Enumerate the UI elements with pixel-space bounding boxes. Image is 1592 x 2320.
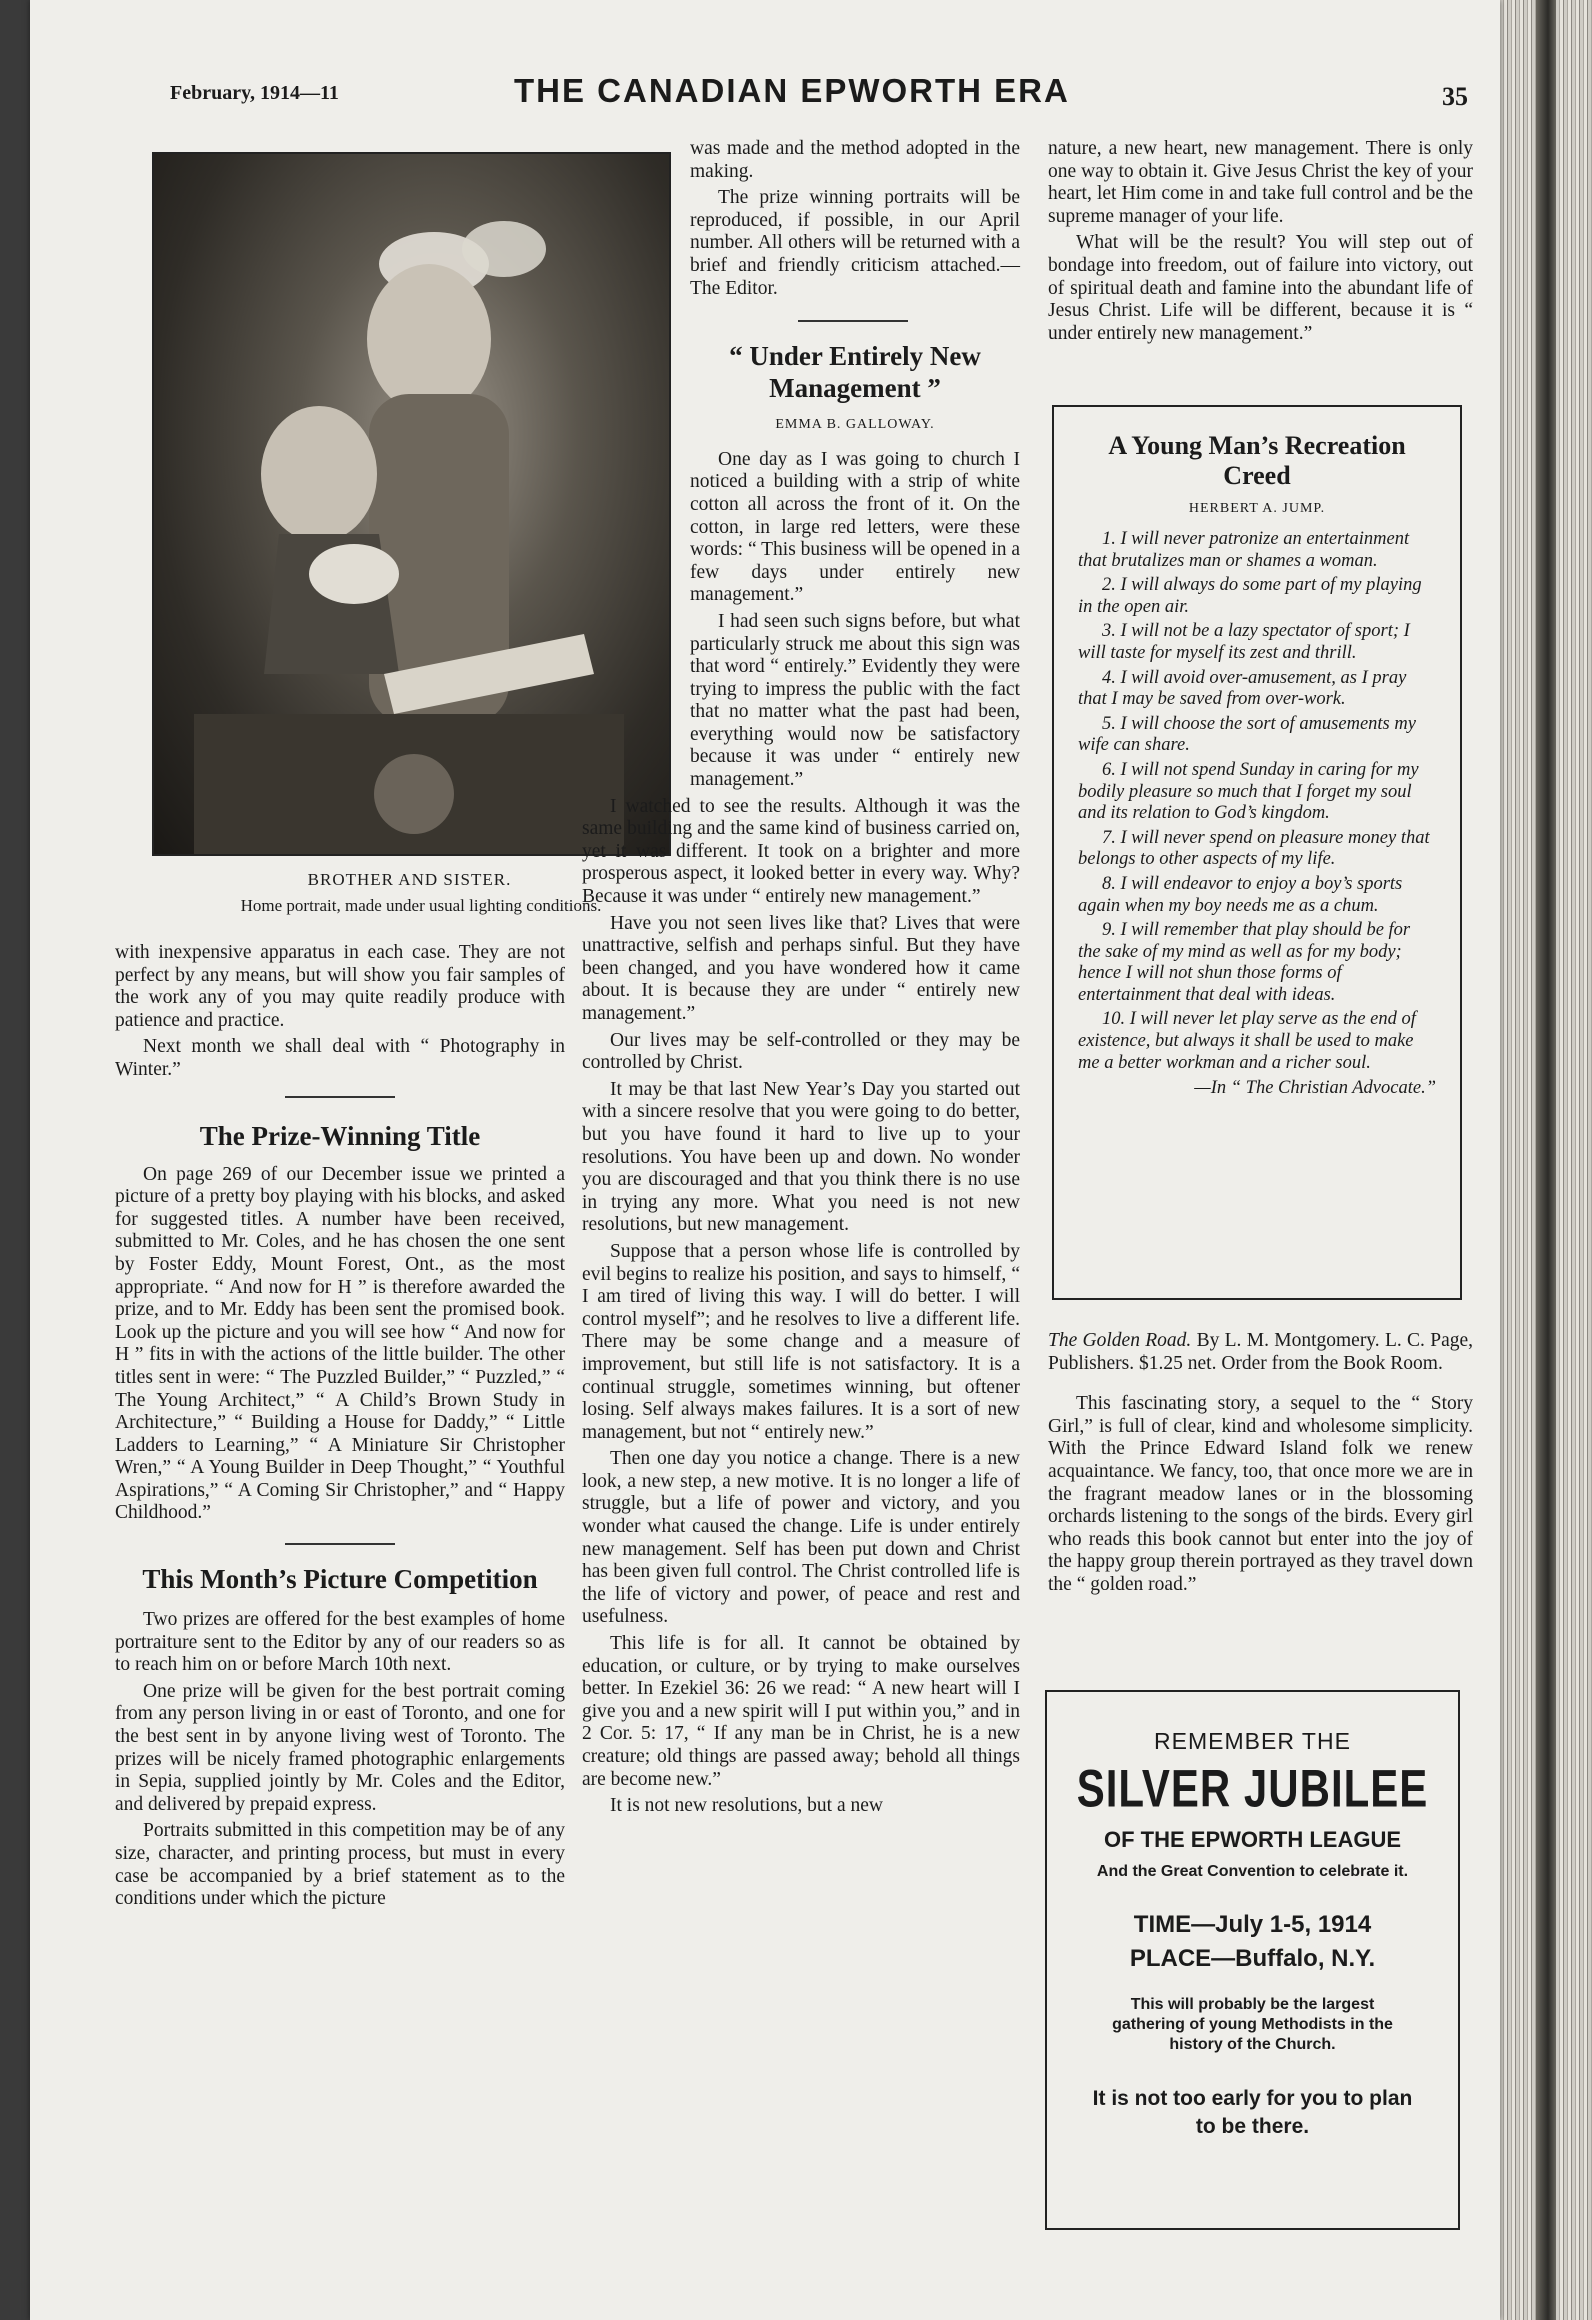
ad-headline: SILVER JUBILEE [1076, 1759, 1429, 1818]
creed-item: 2. I will always do some part of my playing in the open air. [1078, 575, 1422, 617]
book-title: The Golden Road. [1048, 1330, 1192, 1351]
magazine-page [30, 0, 1500, 2320]
ad-call-to-action: It is not too early for you to plan to be there. [1092, 2087, 1413, 2138]
ad-place: PLACE—Buffalo, N.Y. [1129, 1945, 1376, 1972]
book-spine [1536, 0, 1556, 2320]
divider [285, 1096, 395, 1098]
creed-item: 1. I will never patronize an entertainment that brutalizes man or shames a woman. [1078, 529, 1410, 571]
paragraph: Have you not seen lives like that? Lives that were unattractive, selfish and perhaps sinful. But they have been changed, and you have wondered how it came about. It is because they are under “ entirely new management.” [582, 912, 1020, 1024]
creed-item: 7. I will never spend on pleasure money that belongs to other aspects of my life. [1078, 827, 1430, 870]
photo-caption-title: BROTHER AND SISTER. [307, 870, 512, 889]
paragraph: nature, a new heart, new management. There is only one way to obtain it. Give Jesus Christ the key of your heart, let Him come in and take full control and be the supreme manager of your life. [1048, 138, 1473, 227]
section-heading: The Prize-Winning Title [199, 1120, 481, 1151]
paragraph: One prize will be given for the best portrait coming from any person living in or east of Toronto, and one for the best sent in by anyone living west of Toronto. The prizes will be nicely framed photographic enlargements in Sepia, supplied jointly by Mr. Coles and the Editor, and delivered by prepaid express. [115, 1680, 565, 1815]
paragraph: The prize winning portraits will be reproduced, if possible, in our April number. All others will be returned with a brief and friendly criticism attached.—The Editor. [690, 187, 1020, 299]
creed-item: 6. I will not spend Sunday in caring for my bodily pleasure so much that I forget my soul and its relation to God’s kingdom. [1078, 759, 1419, 824]
divider [798, 320, 908, 322]
book-info: By L. M. Montgomery. L. C. Page, Publishers. $1.25 net. Order from the Book Room. [1048, 1330, 1474, 1374]
creed-item: 3. I will not be a lazy spectator of sport; I will taste for myself its zest and thrill. [1078, 621, 1410, 663]
page-number: 35 [1442, 82, 1468, 111]
ad-note: This will probably be the largest gathering of young Methodists in the history of the Church. [1112, 1996, 1393, 2053]
creed-box [1052, 405, 1462, 1300]
paragraph: Portraits submitted in this competition may be of any size, character, and printing process, but must in every case be accompanied by a brief statement as to the conditions under which the picture [115, 1820, 565, 1910]
paragraph: It may be that last New Year’s Day you started out with a sincere resolve that you were going to do better, but you have found it hard to live up to your resolutions. You have been up and down. No wonder you are discouraged and that you think there is no use in trying any more. What you need is not new resolutions, but new management. [582, 1078, 1020, 1236]
magazine-title: THE CANADIAN EPWORTH ERA [514, 72, 1070, 109]
jubilee-advertisement [1045, 1690, 1460, 2230]
paragraph: It is not new resolutions, but a new [610, 1795, 883, 1817]
byline: EMMA B. GALLOWAY. [775, 417, 935, 433]
column-3 [1048, 138, 1473, 349]
ad-subhead: OF THE EPWORTH LEAGUE [1104, 1827, 1401, 1852]
paragraph: Then one day you notice a change. There is a new look, a new step, a new motive. It is no longer a life of struggle, but a life of power and victory, and you wonder what caused the change. Life is under entirely new management. Self has been put down and Christ has been given full control. The Christ controlled life is the life of victory and power, of peace and rest and usefulness. [582, 1448, 1020, 1628]
paragraph: Two prizes are offered for the best examples of home portraiture sent to the Editor by any of our readers so as to reach him on or before March 10th next. [115, 1609, 565, 1676]
ad-remember: REMEMBER THE [1154, 1728, 1351, 1754]
book-review: This fascinating story, a sequel to the “ Story Girl,” is full of clear, kind and wholesome simplicity. With the Prince Edward Island folk we renew acquaintance. We fancy, too, that once more we are in the fragrant meadow lanes or in the blossoming orchards listening to the songs of the birds. Every girl who reads this book cannot but enter into the joy of the happy group therein portrayed as they travel down the “ golden road.” [1048, 1393, 1473, 1595]
creed-item: 4. I will avoid over-amusement, as I pray that I may be saved from over-work. [1078, 667, 1407, 710]
creed-list [1078, 529, 1436, 1074]
paragraph: I had seen such signs before, but what particularly struck me about this sign was that word “ entirely.” Evidently they were trying to impress the public with the fact that no matter what the past had been, everything would now be satisfactory because it was under “ entirely new management.” [690, 610, 1020, 791]
creed-item: 5. I will choose the sort of amusements my wife can share. [1078, 713, 1416, 756]
paragraph: Our lives may be self-controlled or they may be controlled by Christ. [582, 1029, 1020, 1074]
paragraph: One day as I was going to church I noticed a building with a strip of white cotton all across the front of it. On the cotton, in large red letters, were these words: “ This business will be opened in a few days under entirely new management.” [690, 448, 1021, 606]
column-1 [115, 942, 565, 1915]
creed-byline: HERBERT A. JUMP. [1188, 501, 1326, 516]
paragraph: Suppose that a person whose life is controlled by evil begins to realize his position, and says to himself, “ I am tired of living this way. I will do better. I will control myself”; and he resolves to live a different life. There may be some change and a measure of improvement, but still life is not satisfactory. It is a continual struggle, sometimes winning, but oftener losing. Self always makes failures. It is a sort of new management, but not “ entirely new.” [582, 1240, 1020, 1443]
creed-title: A Young Man’s Recreation Creed [1108, 431, 1406, 490]
paragraph: This life is for all. It cannot be obtained by education, or culture, or by trying to make ourselves better. In Ezekiel 36: 26 we read: “ A new heart will I give you and a new spirit will I put within you,” and in 2 Cor. 5: 17, “ If any man be in Christ, he is a new creature; old things are passed away; behold all things are become new.” [582, 1633, 1020, 1790]
issue-date: February, 1914—11 [170, 82, 339, 104]
ad-convention: And the Great Convention to celebrate it. [1096, 1863, 1409, 1880]
divider [285, 1543, 395, 1545]
creed-item: 9. I will remember that play should be for the sake of my mind as well as for my body; hence I will not shun those forms of entertainment that deal with ideas. [1078, 920, 1411, 1005]
creed-source: —In “ The Christian Advocate.” [1194, 1078, 1436, 1099]
section-heading: This Month’s Picture Competition [142, 1564, 538, 1595]
paragraph: On page 269 of our December issue we printed a picture of a pretty boy playing with his blocks, and asked for suggested titles. A number have been received, submitted to Mr. Coles, and he has chosen the one sent by Foster Eddy, Mount Forest, Ont., as the most appropriate. “ And now for H ” is therefore awarded the prize, and to Mr. Eddy has been sent the promised book. Look up the picture and you will see how “ And now for H ” fits in with the actions of the little builder. The other titles sent in were: “ The Puzzled Builder,” “ Puzzled,” “ The Young Architect,” “ A Child’s Brown Study in Architecture,” “ Building a House for Daddy,” “ Little Ladders to Learning,” “ A Miniature Sir Christopher Wren,” “ A Young Builder in Deep Thought,” “ Youthful Aspirations,” “ A Coming Sir Christopher,” and “ Happy Childhood.” [115, 1163, 565, 1524]
ad-time: TIME—July 1-5, 1914 [1133, 1911, 1372, 1938]
paragraph: Next month we shall deal with “ Photography in Winter.” [115, 1036, 565, 1080]
section-heading: “ Under Entirely New Management ” [729, 341, 981, 404]
paragraph: with inexpensive apparatus in each case. They are not perfect by any means, but will show you fair samples of the work any of you may quite readily produce with patience and practice. [115, 942, 565, 1031]
paragraph: I watched to see the results. Although it was the same building and the same kind of business carried on, yet it was different. It took on a brighter and more prosperous aspect, it looked better in every way. Why? Because it was under “ entirely new management.” [582, 795, 1020, 908]
creed-item: 10. I will never let play serve as the end of existence, but always it shall be used to make me a better workman and a richer soul. [1078, 1009, 1416, 1073]
creed-item: 8. I will endeavor to enjoy a boy’s sports again when my boy needs me as a chum. [1078, 873, 1403, 916]
column-2 [582, 138, 1020, 1822]
paragraph: What will be the result? You will step out of bondage into freedom, out of failure into victory, out of spiritual death and famine into the abundant life of Jesus Christ. Life will be different, because it is “ under entirely new management.” [1048, 232, 1473, 344]
book-notice [1048, 1330, 1473, 1601]
photo-caption: Home portrait, made under usual lighting conditions. [240, 896, 602, 915]
paragraph: was made and the method adopted in the making. [690, 138, 1020, 182]
